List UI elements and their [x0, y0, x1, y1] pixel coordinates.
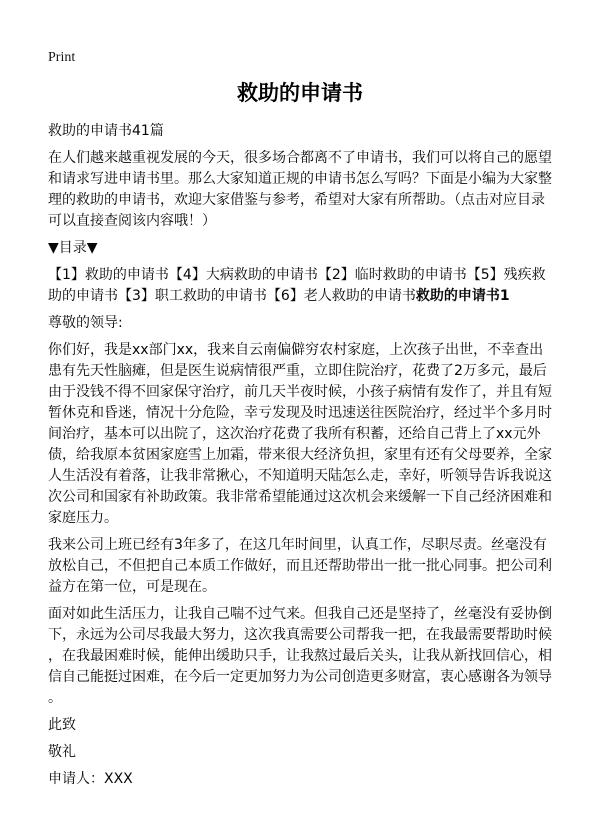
salutation: 尊敬的领导: — [48, 315, 123, 331]
print-button[interactable]: Print — [48, 50, 76, 65]
toc-list — [48, 265, 552, 307]
body-paragraph-2: 我来公司上班已经有3年多了，在这几年时间里，认真工作，尽职尽责。丝毫没有放松自己，不但把自己本质工作做好，而且还帮助带出一批一批心同事。把公司利益方在第一位，可是现在。 — [48, 537, 552, 595]
section-heading: 救助的申请书1 — [415, 288, 510, 304]
closing-salute: 敬礼 — [48, 744, 76, 760]
toc-item-1[interactable]: 【1】救助的申请书 — [48, 267, 169, 283]
intro-paragraph: 在人们越来越重视发展的今天，很多场合都离不了申请书，我们可以将自己的愿望和请求写进申请书里。那么大家知道正规的申请书怎么写吗？下面是小编为大家整理的救助的申请书，欢迎大家借鉴与参考，希望对大家有所帮助。（点击对应目录可以直接查阅该内容哦！） — [48, 150, 552, 229]
subtitle: 救助的申请书41篇 — [48, 123, 164, 139]
body-paragraph-3: 面对如此生活压力，让我自己喘不过气来。但我自己还是坚持了，丝毫没有妥协倒下，永远为公司尽我最大努力，这次我真需要公司帮我一把，在我最需要帮助时候，在我最困难时候，能伸出缓助只手，让我熬过最后关头，让我从新找回信心，相信自己能挺过困难，在今后一定更加努力为公司创造更多财富，衷心感谢各为领导。 — [48, 606, 552, 706]
toc-item-6[interactable]: 【6】老人救助的申请书 — [266, 288, 416, 304]
applicant-signature: 申请人：XXX — [48, 771, 133, 787]
closing-cizhi: 此致 — [48, 717, 76, 733]
toc-item-4[interactable]: 【4】大病救助的申请书 — [168, 267, 318, 283]
toc-marker: ▼目录▼ — [48, 240, 98, 256]
toc-item-3[interactable]: 【3】职工救助的申请书 — [118, 288, 267, 304]
body-paragraph-1: 你们好，我是xx部门xx，我来自云南偏僻穷农村家庭，上次孩子出世，不幸查出患有先天性脑瘫，但是医生说病情很严重，立即住院治疗，花费了2万多元，最后由于没钱不得不回家保守治疗，前几天半夜时候，小孩子病情有发作了，并且有短暂休克和昏迷，情况十分危险，幸亏发现及时迅速送往医院治疗，经过半个多月时间治疗，基本可以出院了，这次治疗花费了我所有积蓄，还给自己背上了xx元外债，给我原本贫困家庭雪上加霜，带来很大经济负担，家里有还有父母要养，全家人生活没有着落，让我非常揪心，不知道明天陆怎么走，幸好，听领导告诉我说这次公司和国家有补助政策。我非常希望能通过这次机会来缓解一下自己经济困难和家庭压力。 — [48, 342, 552, 526]
page-title: 救助的申请书 — [237, 81, 363, 105]
toc-item-5[interactable]: 【5】残疾救助的申请书 — [48, 267, 546, 304]
toc-item-2[interactable]: 【2】临时救助的申请书 — [317, 267, 467, 283]
